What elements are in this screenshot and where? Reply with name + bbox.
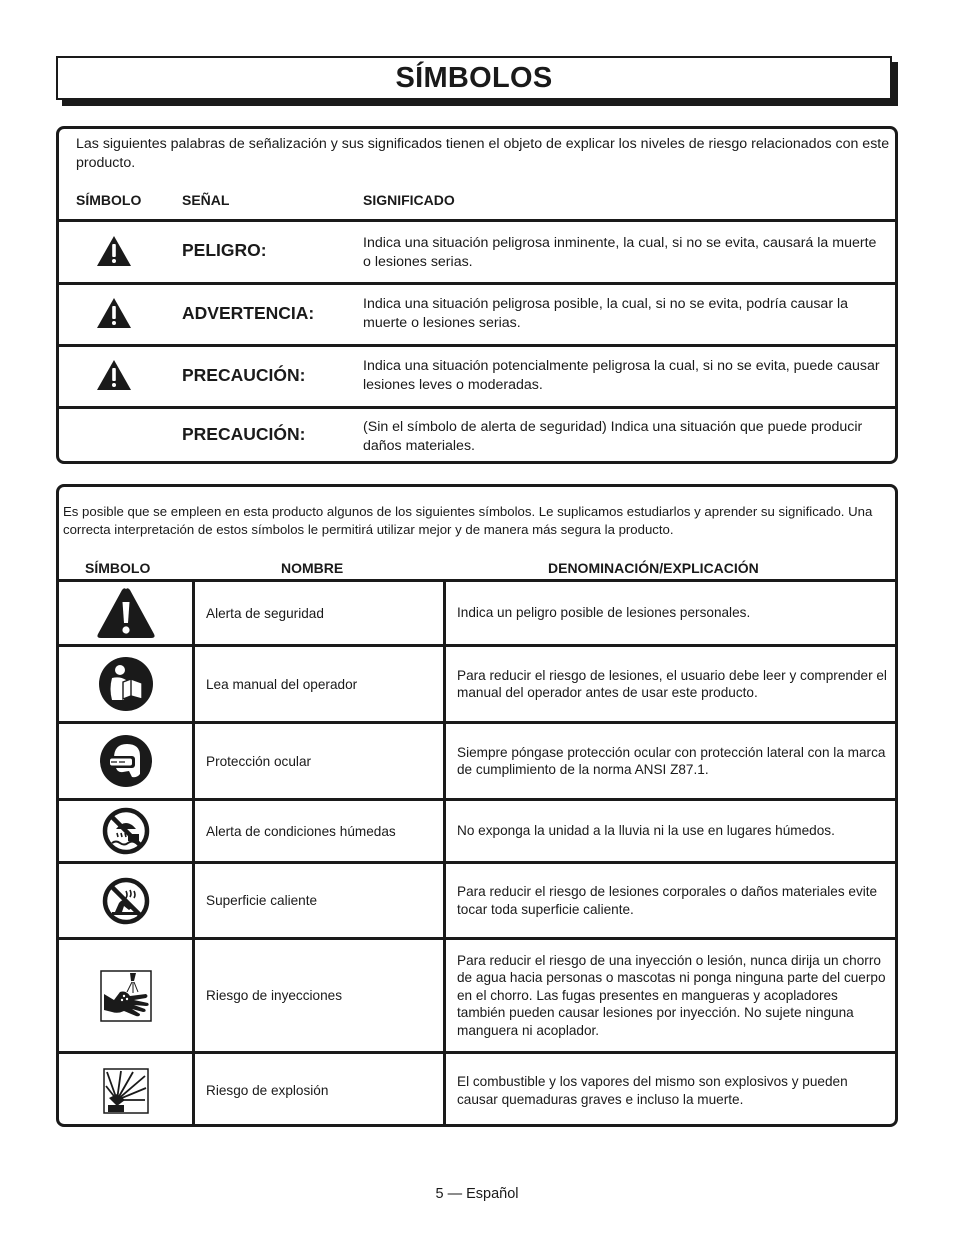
symbol-explanation: Para reducir el riesgo de lesiones corporales o daños materiales evite tocar toda superficie caliente. [457,884,878,917]
eye-protection-icon [99,734,153,788]
symbol-name: Riesgo de inyecciones [195,940,446,1051]
header-name: NOMBRE [281,560,344,576]
signal-row-peligro [59,219,895,282]
symbol-explanation: Para reducir el riesgo de lesiones, el usuario debe leer y comprender el manual del operador antes de usar este producto. [457,667,887,700]
read-manual-icon [98,656,154,712]
signal-word: PELIGRO: [182,240,267,260]
signal-meaning: Indica una situación peligrosa inminente, la cual, si no se evita, causará la muerte o lesiones serias. [363,235,877,270]
symbol-cell [59,940,195,1051]
warning-triangle-icon [96,297,132,329]
symbol-row-injection-risk [59,937,895,1051]
symbol-name: Superficie caliente [195,864,446,937]
symbol-cell [59,864,195,937]
signal-row-precaucion [59,344,895,406]
injection-risk-icon [100,970,152,1022]
symbol-row-safety-alert [59,579,895,644]
symbol-cell [59,801,195,861]
explosion-risk-icon [103,1068,149,1114]
signal-row-advertencia [59,282,895,344]
signal-word: PRECAUCIÓN: [182,365,306,385]
signal-words-box [56,126,898,464]
symbol-row-explosion-risk [59,1051,895,1127]
header-signal: SEÑAL [182,192,230,208]
page-footer: 5 — Español [435,1186,519,1202]
safety-alert-icon [96,587,156,640]
symbol-cell [59,582,195,644]
symbol-cell [59,1054,195,1127]
symbols-box [56,484,898,1127]
title-box [56,56,892,100]
symbol-row-hot-surface [59,861,895,937]
symbol-name: Alerta de seguridad [195,582,446,644]
symbol-explanation: Para reducir el riesgo de una inyección o lesión, nunca dirija un chorro de agua hacia personas o mascotas ni ponga ninguna parte del cuerpo en el chorro. Las fugas presentes en mangueras y acopladores también pueden causar lesiones por inyección. No sujete ninguna manguera ni acoplador. [457,952,886,1038]
signal-meaning: Indica una situación potencialmente peligrosa la cual, si no se evita, puede causar lesiones leves o moderadas. [363,358,880,393]
symbols-intro: Es posible que se empleen en esta producto algunos de los siguientes símbolos. Le suplicamos estudiarlos y aprender su significado. Una correcta interpretación de estos símbolos le permitirá utilizar mejor y de manera más segura la producto. [63,504,873,537]
symbol-explanation: Indica un peligro posible de lesiones personales. [457,605,751,621]
warning-triangle-icon [96,235,132,267]
hot-surface-icon [102,877,150,925]
signal-word: ADVERTENCIA: [182,303,315,323]
header-meaning: SIGNIFICADO [363,192,455,208]
symbol-explanation: El combustible y los vapores del mismo son explosivos y pueden causar quemaduras graves e incluso la muerte. [457,1074,848,1107]
signal-word: PRECAUCIÓN: [182,424,306,444]
symbol-name: Protección ocular [195,724,446,798]
header-explanation: DENOMINACIÓN/EXPLICACIÓN [548,560,759,576]
header-symbol: SÍMBOLO [76,192,142,208]
signal-meaning: Indica una situación peligrosa posible, la cual, si no se evita, podría causar la muerte o lesiones serias. [363,296,849,331]
symbol-name: Lea manual del operador [195,647,446,721]
symbol-cell [59,724,195,798]
symbol-row-eye-protection [59,721,895,798]
header-symbol: SÍMBOLO [85,560,151,576]
symbol-name: Riesgo de explosión [195,1054,446,1127]
warning-triangle-icon [96,359,132,391]
symbol-cell [59,647,195,721]
signal-meaning: (Sin el símbolo de alerta de seguridad) Indica una situación que puede producir daños materiales. [363,419,863,454]
symbol-row-read-manual [59,644,895,721]
symbol-name: Alerta de condiciones húmedas [195,801,446,861]
signal-row-precaucion-property [59,406,895,464]
page-title: SÍMBOLOS [395,61,553,94]
signal-intro: Las siguientes palabras de señalización y sus significados tienen el objeto de explicar los niveles de riesgo relacionados con este producto. [76,136,890,171]
symbol-explanation: No exponga la unidad a la lluvia ni la use en lugares húmedos. [457,823,835,839]
symbol-explanation: Siempre póngase protección ocular con protección lateral con la marca de cumplimiento de la norma ANSI Z87.1. [457,744,886,777]
page-title-banner [56,56,898,106]
symbol-row-wet-conditions [59,798,895,861]
wet-conditions-icon [102,807,150,855]
